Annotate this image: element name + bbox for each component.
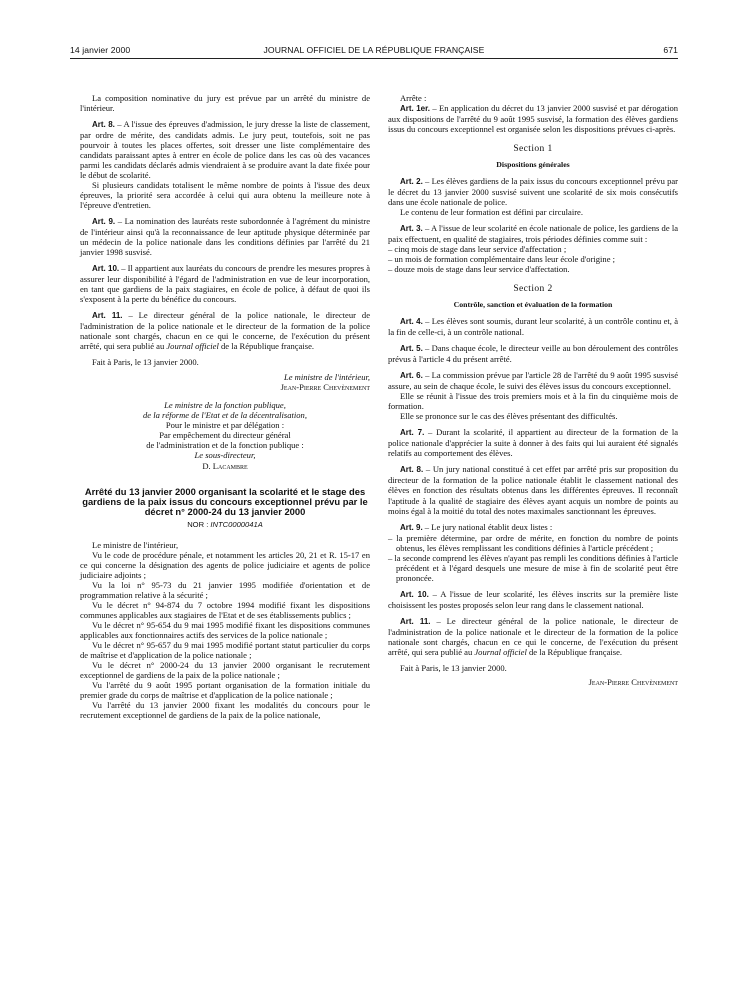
dash-list <box>388 244 678 274</box>
article-8 <box>80 119 370 180</box>
right-column <box>388 93 678 687</box>
article-label: Art. 8. <box>92 120 115 130</box>
article-text: de la République française. <box>218 341 315 352</box>
decree-title: Arrêté du 13 janvier 2000 organisant la scolarité et le stage des gardiens de la paix issus du concours exceptionnel prévu par le décret n° 2000-24 du 13 janvier 2000 <box>82 485 368 518</box>
article-label: Art. 2. <box>400 177 423 187</box>
issue-date: 14 janvier 2000 <box>70 45 131 55</box>
visa: Vu le décret n° 94-874 du 7 octobre 1994 modifié fixant les dispositions communes applicables aux stagiaires de l'Etat et de ses établissements publics ; <box>80 599 370 620</box>
article-text: – Durant la scolarité, il appartient au directeur de la formation de la police nationale d'apprécier la suite à donner à des faits qui lui auraient été signalés relatifs au comportement des élèves. <box>388 427 678 459</box>
article-text: – Les élèves sont soumis, durant leur scolarité, à un contrôle continu et, à la fin de celle-ci, à un contrôle national. <box>388 316 678 338</box>
co-signature-line: Le sous-directeur, <box>194 450 256 461</box>
article-1 <box>388 103 678 134</box>
article-label: Art. 6. <box>400 371 423 381</box>
article-label: Art. 3. <box>400 224 423 234</box>
left-column <box>80 93 370 720</box>
co-signature-line: Le ministre de la fonction publique, <box>164 400 286 411</box>
article-3 <box>388 223 678 244</box>
article-9 <box>80 216 370 257</box>
article-2 <box>388 176 678 207</box>
journal-name: Journal officiel <box>166 341 219 352</box>
article-5 <box>388 343 678 364</box>
article-text: de la République française. <box>526 646 623 657</box>
visa: Vu l'arrêté du 9 août 1995 portant organisation de la formation initiale du premier grade du corps de maîtrise et d'application de la police nationale ; <box>80 679 370 700</box>
list-item: – la première détermine, par ordre de mérite, en fonction du nombre de points obtenus, les élèves remplissant les conditions définies à l'article précédent ; <box>388 532 678 553</box>
article-text: – A l'issue de leur scolarité en école nationale de police, les gardiens de la paix effectuent, en qualité de stagiaires, trois périodes définies comme suit : <box>388 223 679 245</box>
paragraph: Elle se réunit à l'issue des trois premiers mois et à la fin du cinquième mois de formation. <box>388 391 678 412</box>
article-text: – La commission prévue par l'article 28 de l'arrêté du 9 août 1995 susvisé assure, au sein de chaque école, le suivi des élèves issus du concours exceptionnel. <box>388 370 678 392</box>
article-text: – Le jury national établit deux listes : <box>422 521 553 532</box>
article-4 <box>388 316 678 337</box>
nor-code: INTC0000041A <box>210 519 263 529</box>
article-text: – La nomination des lauréats reste subordonnée à l'agrément du ministre de l'intérieur ainsi qu'à la reconnaissance de leur aptitude physique déterminée par un médecin de la police nationale dans les conditions définies par l'arrêté du 21 janvier 1998 susvisé. <box>80 216 371 258</box>
article-8 <box>388 464 678 515</box>
list-item: – un mois de formation complémentaire dans leur école d'origine ; <box>388 254 616 265</box>
article-label: Art. 10. <box>92 264 120 274</box>
article-text: – Il appartient aux lauréats du concours de prendre les mesures propres à assurer leur disponibilité à l'égard de l'administration en vue de leur incorporation, en tant que gardiens de la paix stagiaires, en école de police, à défaut de quoi ils s'exposent à la perte du bénéfice du concours. <box>80 263 370 305</box>
article-label: Art. 5. <box>400 344 423 354</box>
visa: Vu le décret n° 95-654 du 9 mai 1995 modifié fixant les dispositions communes applicables aux fonctionnaires actifs des services de la police nationale ; <box>80 619 370 640</box>
co-signature-name: D. Lacambre <box>202 460 248 471</box>
article-6 <box>388 370 678 391</box>
section-title: Contrôle, sanction et évaluation de la formation <box>453 300 613 310</box>
article-text: – Les élèves gardiens de la paix issus du concours exceptionnel prévu par le décret du 13 janvier 2000 susvisé suivent une scolarité de six mois consécutifs dans une école nationale de police. <box>388 176 679 208</box>
journal-name: Journal officiel <box>474 646 527 657</box>
article-label: Art. 9. <box>400 522 423 532</box>
co-signature-block <box>80 400 370 470</box>
article-label: Art. 7. <box>400 428 425 438</box>
paragraph: La composition nominative du jury est prévue par un arrêté du ministre de l'intérieur. <box>80 93 370 114</box>
article-11 <box>388 616 678 657</box>
article-10 <box>80 263 370 304</box>
visa: Vu le décret n° 95-657 du 9 mai 1995 modifié portant statut particulier du corps de maîtrise et d'application de la police nationale ; <box>80 639 370 660</box>
list-item: – la seconde comprend les élèves n'ayant pas rempli les conditions définies à l'article précédent et à l'égard desquels une mesure de mise à fin de scolarité peut être prononcée. <box>388 552 679 583</box>
paragraph: Le contenu de leur formation est défini par circulaire. <box>400 207 583 218</box>
article-7 <box>388 427 678 458</box>
journal-title: JOURNAL OFFICIEL DE LA RÉPUBLIQUE FRANÇAISE <box>263 45 485 55</box>
paragraph: Elle se prononce sur le cas des élèves présentant des difficultés. <box>400 411 618 422</box>
nor-reference <box>80 520 370 530</box>
signature-role: Le ministre de l'intérieur, <box>283 372 370 383</box>
article-text: – Dans chaque école, le directeur veille au bon déroulement des contrôles prévus à l'article 4 du présent arrêté. <box>388 343 678 365</box>
visa: Vu le décret n° 2000-24 du 13 janvier 2000 organisant le recrutement exceptionnel de gardiens de la paix de la police nationale ; <box>80 659 370 680</box>
co-signature-line: de l'administration et de la fonction publique : <box>146 440 304 451</box>
signature-name: Jean-Pierre Chevènement <box>588 676 678 687</box>
article-label: Art. 1er. <box>400 104 431 114</box>
section-title: Dispositions générales <box>496 160 570 170</box>
paragraph: Le ministre de l'intérieur, <box>92 539 179 550</box>
article-label: Art. 4. <box>400 317 423 327</box>
article-10 <box>388 589 678 610</box>
visa: Vu l'arrêté du 13 janvier 2000 fixant les modalités du concours pour le recrutement exceptionnel de gardiens de la paix de la police nationale, <box>80 700 370 721</box>
list-item: – douze mois de stage dans leur service d'affectation. <box>388 264 570 275</box>
article-label: Art. 9. <box>92 217 116 227</box>
visa: Vu le code de procédure pénale, et notamment les articles 20, 21 et R. 15-17 en ce qui concerne la désignation des agents de police judiciaire et agents de police judiciaire adjoints ; <box>80 549 370 580</box>
article-text: – En application du décret du 13 janvier 2000 susvisé et par dérogation aux dispositions de l'arrêté du 9 août 1995 susvisé, la formation des élèves gardiens issus du concours exceptionnel est organisée selon les dispositions prévues ci-après. <box>388 103 678 135</box>
signature-place-date: Fait à Paris, le 13 janvier 2000. <box>92 357 199 368</box>
co-signature-line: Par empêchement du directeur général <box>159 430 291 441</box>
section-heading: Section 2 <box>513 284 553 295</box>
signature-place-date: Fait à Paris, le 13 janvier 2000. <box>400 662 507 673</box>
arrete-heading: Arrête : <box>400 93 427 103</box>
nor-label: NOR : <box>187 519 211 529</box>
article-label: Art. 8. <box>400 465 424 475</box>
article-text: – A l'issue de leur scolarité, les élèves inscrits sur la première liste choisissent les postes proposés selon leur rang dans le classement national. <box>388 588 678 610</box>
visa: Vu la loi n° 95-73 du 21 janvier 1995 modifiée d'orientation et de programmation relative à la sécurité ; <box>80 579 370 600</box>
co-signature-line: de la réforme de l'Etat et de la décentralisation, <box>143 410 307 421</box>
article-text: – Le directeur général de la police nationale, le directeur de l'administration de la police nationale et le directeur de la formation de la police nationale sont chargés, chacun en ce qui le concerne, de l'exécution du présent arrêté, qui sera publié au <box>80 310 370 352</box>
section-heading: Section 1 <box>513 144 553 155</box>
article-label: Art. 11. <box>92 311 123 321</box>
page-number: 671 <box>663 45 678 55</box>
article-text: – Le directeur général de la police nationale, le directeur de l'administration de la police nationale et le directeur de la formation de la police nationale sont chargés, chacun en ce qui le concerne, de l'exécution du présent arrêté, qui sera publié au <box>388 615 678 657</box>
list-item: – cinq mois de stage dans leur service d'affectation ; <box>388 244 567 255</box>
article-text: – Un jury national constitué à cet effet par arrêté pris sur proposition du directeur de la formation de la police nationale établit le classement national des élèves en fonction des résultats obtenus dans les différentes épreuves. Il reconnaît l'aptitude à la qualité de stagiaire des élèves ayant acquis un nombre de points au moins égal à la moitié du total des notes maximales sanctionnant les épreuves. <box>388 464 679 516</box>
page-header <box>70 44 678 56</box>
header-rule <box>70 58 678 59</box>
article-label: Art. 11. <box>400 616 431 626</box>
article-11 <box>80 310 370 351</box>
article-text: – A l'issue des épreuves d'admission, le jury dresse la liste de classement, par ordre de mérite, des candidats admis. Le jury peut, toutefois, soit ne pas pourvoir à toutes les places offertes, soit dresser une liste complémentaire des candidats paraissant aptes à entrer en école de police dans les cas où des vacances parmi les candidats déclarés admis viendraient à se produire avant la date fixée pour le début de scolarité. <box>80 119 370 181</box>
signature-name: Jean-Pierre Chevènement <box>280 382 370 393</box>
paragraph: Si plusieurs candidats totalisent le même nombre de points à l'issue des deux épreuves, la priorité sera accordée à celui qui aura obtenu la meilleure note à l'épreuve d'entretien. <box>80 180 370 211</box>
dash-list <box>388 533 678 583</box>
article-9 <box>388 522 678 533</box>
co-signature-line: Pour le ministre et par délégation : <box>165 420 285 431</box>
article-label: Art. 10. <box>400 589 429 599</box>
